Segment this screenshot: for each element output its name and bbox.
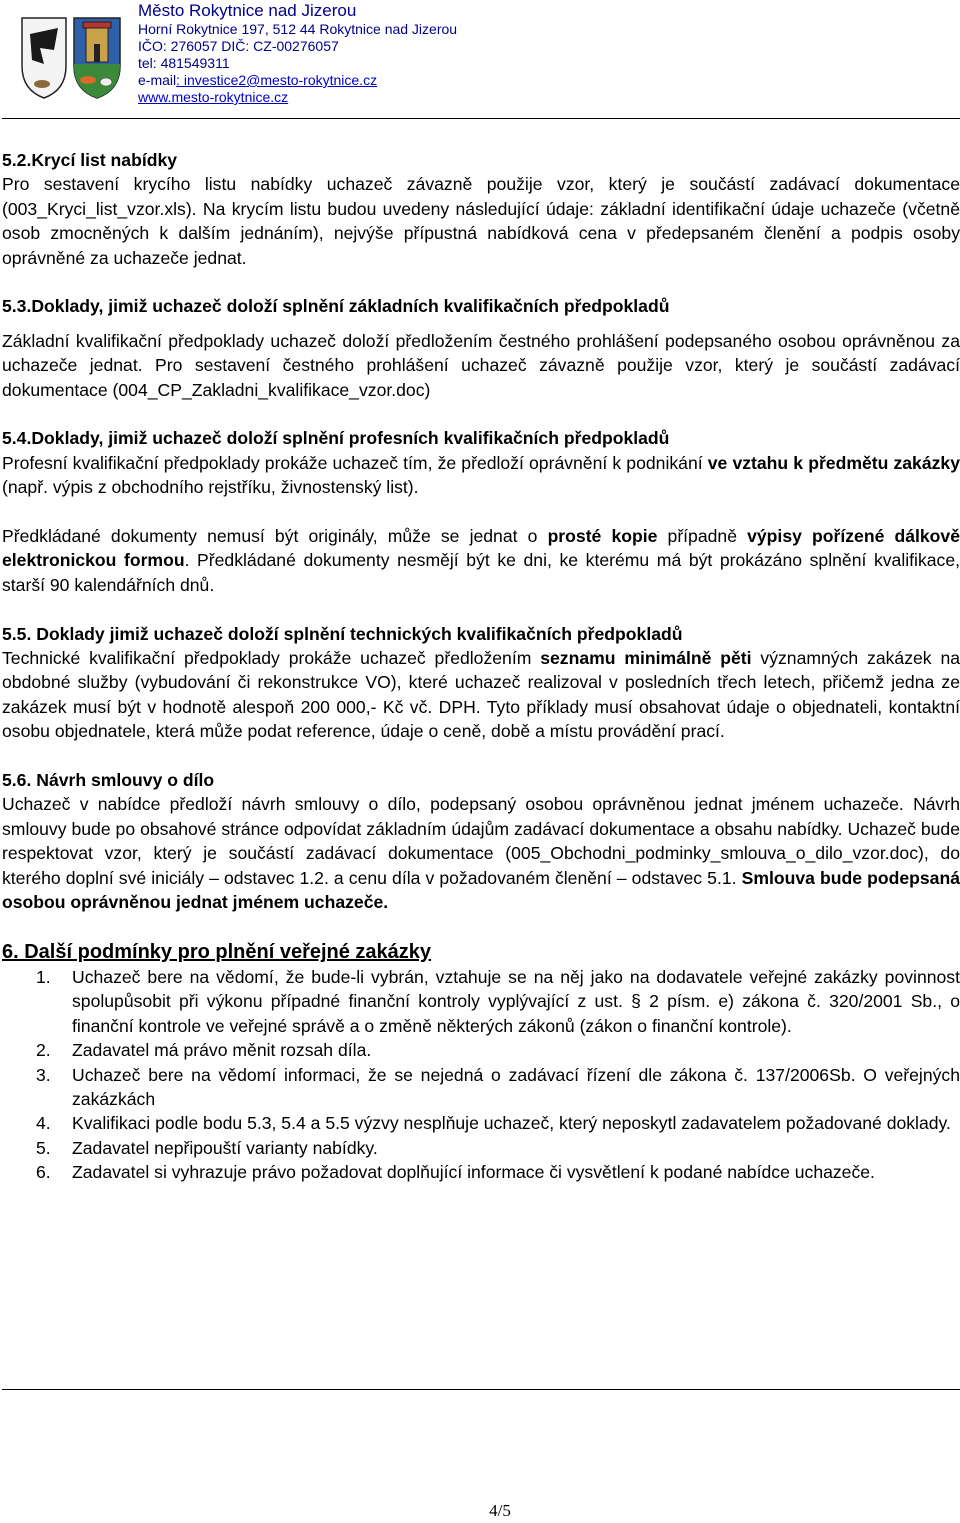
section-5-3-text: Základní kvalifikační předpoklady uchazeč doloží předložením čestného prohlášení podepsaného osobou oprávněnou za uchazeče jednat. Pro sestavení čestného prohlášení uchazeč závazně použije vzor, který je součástí zadávací dokumentace (004_CP_Zakladni_kvalifikace_vzor.doc) xyxy=(2,330,960,400)
section-5-5-text xyxy=(2,646,960,744)
page-number: 4/5 xyxy=(489,1501,511,1520)
text-run: . Předkládané dokumenty nesmějí být ke dni, ke kterému má být prokázáno splnění kvalifikace, starší 90 kalendářních dnů. xyxy=(2,550,960,595)
footer-divider xyxy=(2,1389,960,1390)
header-divider xyxy=(2,118,960,119)
text-run: (např. výpis z obchodního rejstříku, živnostenský list). xyxy=(2,477,419,498)
section-5-2-title: 5.2.Krycí list nabídky xyxy=(2,150,178,170)
list-item xyxy=(2,1160,960,1184)
section-6-title: 6. Další podmínky pro plnění veřejné zakázky xyxy=(2,940,432,963)
list-item-text: Uchazeč bere na vědomí informaci, že se nejedná o zadávací řízení dle zákona č. 137/2006Sb. O veřejných zakázkách xyxy=(72,1064,960,1109)
text-run: případně xyxy=(657,526,748,547)
section-5-6-title: 5.6. Návrh smlouvy o dílo xyxy=(2,770,215,791)
section-5-2-text: Pro sestavení krycího listu nabídky uchazeč závazně použije vzor, který je součástí zadávací dokumentace (003_Kryci_list_vzor.xls). Na krycím listu budou uvedeny následující údaje: základní identifikační údaje uchazeče (včetně osob zmocněných k dalším jednáním), nejvýše přípustná nabídková cena v předepsaném členění a podpis osoby oprávněné za uchazeče jednat. xyxy=(2,174,960,268)
list-item-number: 6. xyxy=(36,1162,51,1183)
list-item-text: Zadavatel si vyhrazuje právo požadovat doplňující informace či vysvětlení k podané nabídce uchazeče. xyxy=(72,1162,875,1183)
section-5-4-documents-text xyxy=(2,524,960,597)
list-item-number: 1. xyxy=(36,966,51,987)
list-item-number: 4. xyxy=(36,1113,51,1134)
coat-of-arms-icon xyxy=(16,4,128,104)
spacer xyxy=(2,402,960,426)
text-run: Profesní kvalifikační předpoklady prokáže uchazeč tím, že předloží oprávnění k podnikání xyxy=(2,452,708,473)
town-name: Město Rokytnice nad Jizerou xyxy=(138,1,357,20)
list-item-number: 2. xyxy=(36,1040,51,1061)
text-run: Předkládané dokumenty nemusí být originály, může se jednat o xyxy=(2,526,548,547)
list-item-text: Kvalifikaci podle bodu 5.3, 5.4 a 5.5 výzvy nesplňuje uchazeč, který neposkytl zadavatelem požadované doklady. xyxy=(72,1113,951,1134)
spacer xyxy=(2,500,960,524)
email-label: e-mail xyxy=(138,72,177,88)
spacer xyxy=(2,915,960,939)
conditions-list xyxy=(2,965,960,1185)
spacer xyxy=(2,270,960,294)
text-run: Uchazeč v nabídce předloží návrh smlouvy o dílo, podepsaný osobou oprávněnou jednat jménem uchazeče. Návrh smlouvy bude po obsahové stránce odpovídat základním údajům zadávací dokumentace a obsahu nabídky. Uchazeč bude respektovat vzor, který je součástí zadávací dokumentace (005_Obchodni_podminky_smlouva_o_dilo_vzor.doc), do kterého doplní své iniciály – odstavec 1.2. a cenu díla v požadovaném členění – odstavec 5.1. xyxy=(2,794,960,888)
list-item xyxy=(2,1063,960,1112)
list-item-text: Zadavatel má právo měnit rozsah díla. xyxy=(72,1040,372,1061)
town-email-line xyxy=(138,72,838,89)
document-body xyxy=(2,148,960,1185)
section-5-4-title: 5.4.Doklady, jimiž uchazeč doloží splnění profesních kvalifikačních předpokladů xyxy=(2,428,670,449)
spacer xyxy=(2,597,960,621)
town-ids: IČO: 276057 DIČ: CZ-00276057 xyxy=(138,38,339,54)
list-item xyxy=(2,1038,960,1062)
spacer xyxy=(2,744,960,768)
list-item xyxy=(2,965,960,1038)
bold-run: ve vztahu k předmětu zakázky xyxy=(707,452,960,473)
section-5-3-title: 5.3.Doklady, jimiž uchazeč doloží splnění základních kvalifikačních předpokladů xyxy=(2,296,670,317)
list-item-number: 5. xyxy=(36,1137,51,1158)
section-5-5-title: 5.5. Doklady jimiž uchazeč doloží splnění technických kvalifikačních předpokladů xyxy=(2,623,683,644)
spacer xyxy=(2,319,960,329)
text-run: Technické kvalifikační předpoklady prokáže uchazeč předložením xyxy=(2,648,541,669)
list-item xyxy=(2,1136,960,1160)
bold-run: prosté kopie xyxy=(547,526,658,547)
town-address: Horní Rokytnice 197, 512 44 Rokytnice nad Jizerou xyxy=(138,21,458,37)
list-item-text: Uchazeč bere na vědomí, že bude-li vybrán, vztahuje se na něj jako na dodavatele veřejné zakázky povinnost spolupůsobit při výkonu případné finanční kontroly vyplývající z ust. § 2 písm. e) zákona č. 320/2001 Sb., o finanční kontrole ve veřejné správě a o změně některých zákonů (zákon o finanční kontrole). xyxy=(72,966,960,1036)
website-link[interactable]: www.mesto-rokytnice.cz xyxy=(138,89,289,105)
bold-run: Smlouva bude podepsaná osobou oprávněnou jednat jménem uchazeče. xyxy=(2,867,960,913)
town-phone: tel: 481549311 xyxy=(138,55,230,71)
text-run: významných zakázek na obdobné služby (vybudování či rekonstrukce VO), které uchazeč realizoval v posledních třech letech, přičemž jedna ze zakázek musí být v hodnotě alespoň 200 000,- Kč vč. DPH. Tyto příklady musí obsahovat údaje o objednateli, kontaktní osobu objednatele, která může podat reference, údaje o ceně, době a místu provádění prací. xyxy=(2,648,960,742)
section-5-6-text xyxy=(2,792,960,914)
bold-run: výpisy pořízené dálkově elektronickou formou xyxy=(2,526,960,571)
letterhead xyxy=(14,0,954,110)
section-5-4-text xyxy=(2,451,960,500)
list-item xyxy=(2,1111,960,1135)
letterhead-text xyxy=(138,0,838,106)
list-item-number: 3. xyxy=(36,1064,51,1085)
list-item-text: Zadavatel nepřipouští varianty nabídky. xyxy=(72,1137,378,1158)
bold-run: seznamu minimálně pěti xyxy=(540,648,752,669)
email-link[interactable]: : investice2@mesto-rokytnice.cz xyxy=(176,72,378,88)
